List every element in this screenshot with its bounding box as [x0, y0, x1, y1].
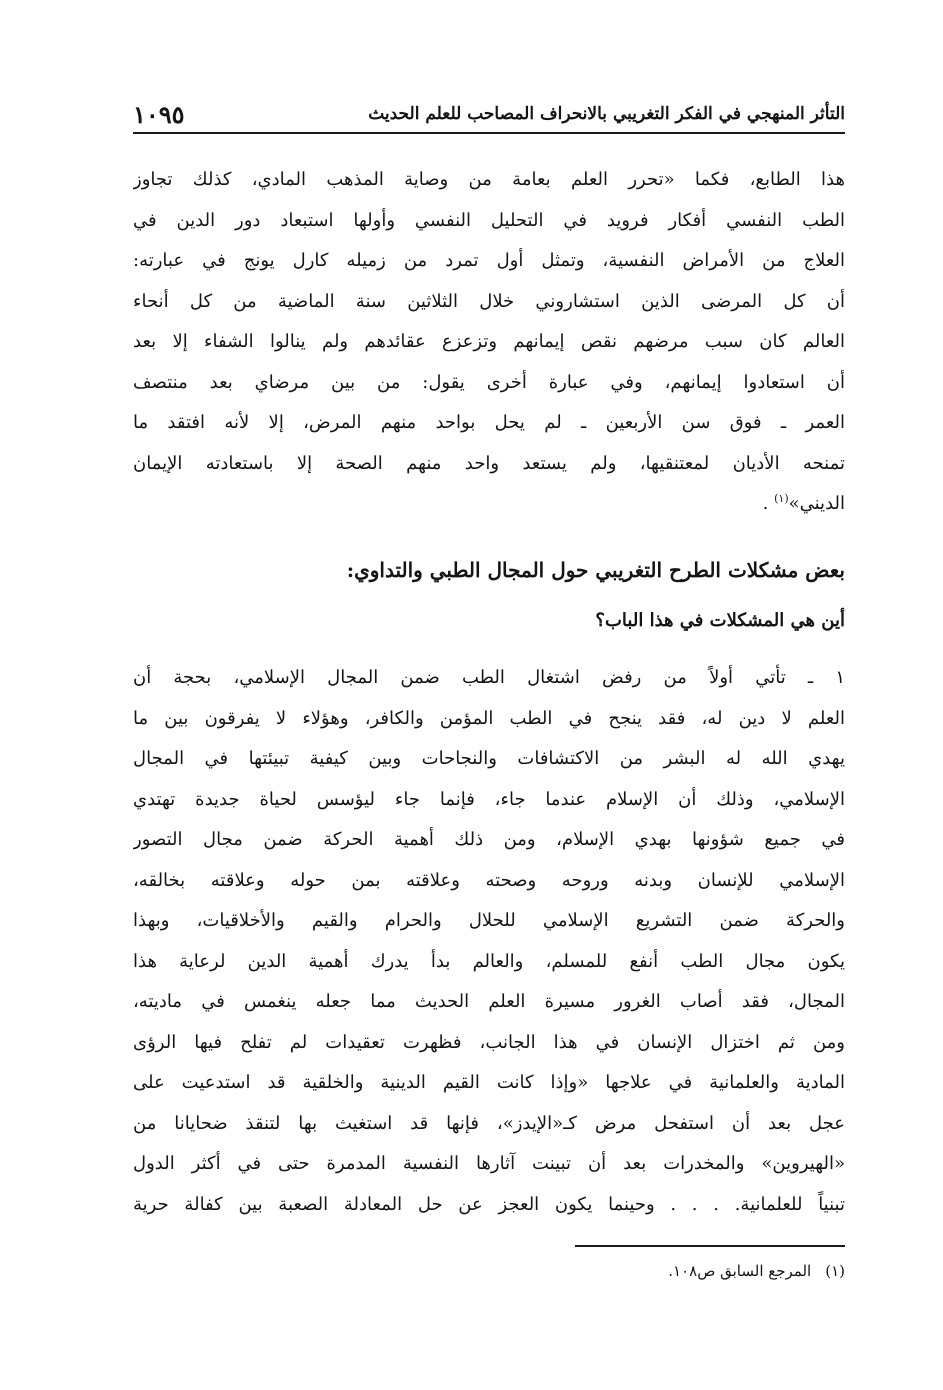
text-line: «الهيروين» والمخدرات بعد أن تبينت آثارها النفسية المدمرة حتى في أكثر الدول — [133, 1153, 845, 1174]
footnote-reference: (١) — [774, 492, 789, 505]
paragraph-quote — [133, 160, 845, 525]
text-line: المجال، فقد أصاب الغرور مسيرة العلم الحديث مما جعله ينغمس في ماديته، — [133, 991, 845, 1012]
text-line: أن كل المرضى الذين استشاروني خلال الثلاثين سنة الماضية من كل أنحاء — [133, 290, 845, 312]
text-line: العمر ـ فوق سن الأربعين ـ لم يحل بواحد منهم المرض، إلا لأنه افتقد ما — [133, 412, 845, 433]
text-line: يكون مجال الطب أنفع للمسلم، والعالم بدأ يدرك أهمية الدين لرعاية هذا — [133, 950, 845, 972]
text-line: المادية والعلمانية في علاجها «وإذا كانت القيم الدينية والخلقية قد استدعيت على — [133, 1072, 845, 1093]
text-line: العالم كان سبب مرضهم نقص إيمانهم وتزعزع عقائدهم ولم ينالوا الشفاء إلا بعد — [133, 331, 845, 352]
text-line: العلم لا دين له، فقد ينجح في الطب المؤمن والكافر، وهؤلاء لا يفرقون بين ما — [133, 707, 845, 729]
last-line-text: الديني» — [788, 493, 845, 514]
text-line: ١ ـ تأتي أولاً من رفض اشتغال الطب ضمن المجال الإسلامي، بحجة أن — [133, 667, 845, 688]
text-line: هذا الطابع، فكما «تحرر العلم بعامة من وصاية المذهب المادي، كذلك تجاوز — [133, 169, 845, 190]
text-line: في جميع شؤونها بهدي الإسلام، ومن ذلك أهمية الحركة ضمن مجال التصور — [133, 829, 845, 850]
text-line: الإسلامي، وذلك أن الإسلام عندما جاء، فإنما جاء ليؤسس لحياة جديدة تهتدي — [133, 788, 845, 810]
text-line: يهدي الله له البشر من الاكتشافات والنجاحات وبين كيفية تبيئتها في المجال — [133, 748, 845, 769]
page-number: ١٠٩٥ — [133, 99, 185, 129]
paragraph-problems — [133, 658, 845, 1225]
footnote-divider — [575, 1245, 845, 1247]
last-line-end: . — [762, 493, 775, 514]
text-line: تمنحه الأديان لمعتنقيها، ولم يستعد واحد منهم الصحة إلا باستعادته الإيمان — [133, 452, 845, 474]
text-line: الطب النفسي أفكار فرويد في التحليل النفسي وأولها استبعاد دور الدين في — [133, 209, 845, 231]
running-title: التأثر المنهجي في الفكر التغريبي بالانحراف المصاحب للعلم الحديث — [368, 104, 845, 124]
text-line: ومن ثم اختزال الإنسان في هذا الجانب، فظهرت تعقيدات لم تفلح فيها الرؤى — [133, 1031, 845, 1053]
text-line: العلاج من الأمراض النفسية، وتمثل أول تمرد من زميله كارل يونج في عبارته: — [133, 250, 845, 271]
text-line: والحركة ضمن التشريع الإسلامي للحلال والحرام والقيم والأخلاقيات، وبهذا — [133, 910, 845, 931]
text-line: أن استعادوا إيمانهم، وفي عبارة أخرى يقول: من بين مرضاي بعد منتصف — [133, 371, 845, 393]
running-header — [133, 96, 845, 134]
footnote-marker: (١) — [825, 1262, 845, 1280]
text-line: الإسلامي للإنسان وبدنه وروحه وصحته وعلاقته بمن حوله وعلاقته بخالقه، — [133, 869, 845, 891]
footnote — [133, 1262, 845, 1280]
section-heading: بعض مشكلات الطرح التغريبي حول المجال الطبي والتداوي: — [346, 558, 845, 582]
text-line: تبنياً للعلمانية. . . . وحينما يكون العجز عن حل المعادلة الصعبة بين كفالة حرية — [133, 1193, 845, 1215]
text-line-last — [133, 484, 845, 525]
sub-heading: أين هي المشكلات في هذا الباب؟ — [595, 610, 845, 631]
text-line: عجل بعد أن استفحل مرض كـ«الإيدز»، فإنها قد استغيث بها لتنقذ ضحايانا من — [133, 1112, 845, 1134]
footnote-text: المرجع السابق ص١٠٨. — [668, 1262, 812, 1280]
